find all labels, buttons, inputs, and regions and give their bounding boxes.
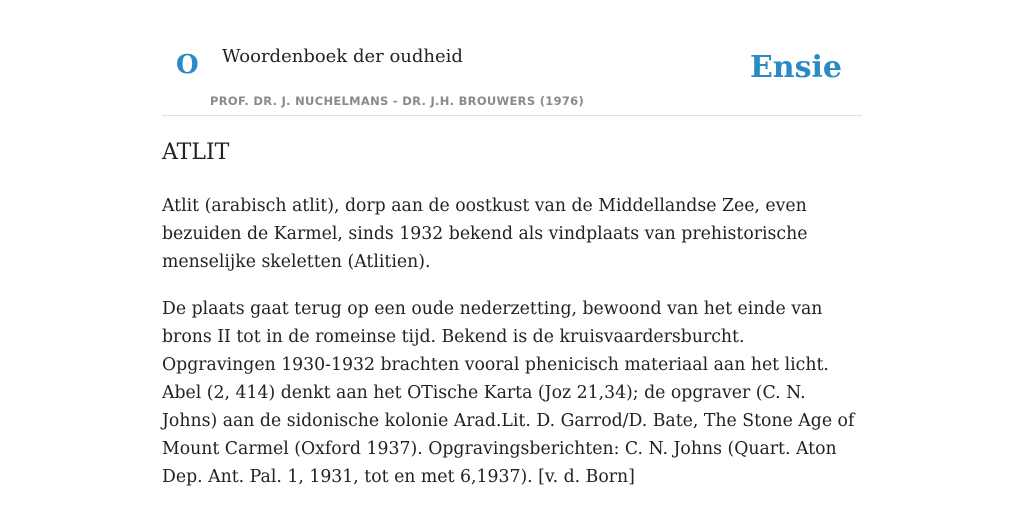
letter-index-link[interactable]: O [176,50,199,80]
header [162,0,862,116]
entry-paragraph: De plaats gaat terug op een oude nederzetting, bewoond van het einde van brons II tot in de romeinse tijd. Bekend is de kruisvaardersburcht. Opgravingen 1930-1932 brachten vooral phenicisch materiaal aan het licht. Abel (2, 414) denkt aan het OTische Karta (Joz 21,34); de opgraver (C. N. Johns) aan de sidonische kolonie Arad.Lit. D. Garrod/D. Bate, The Stone Age of Mount Carmel (Oxford 1937). Opgravingsberichten: C. N. Johns (Quart. Aton Dep. Ant. Pal. 1, 1931, tot en met 6,1937). [v. d. Born] [162,299,855,487]
entry-title: ATLIT [162,140,230,165]
brand-logo-link[interactable]: Ensie [749,50,842,85]
book-title-link[interactable]: Woordenboek der oudheid [222,46,463,67]
book-authors: PROF. DR. J. NUCHELMANS - DR. J.H. BROUWERS (1976) [210,94,585,108]
page [162,0,862,487]
entry-paragraph: Atlit (arabisch atlit), dorp aan de oostkust van de Middellandse Zee, even bezuiden de Karmel, sinds 1932 bekend als vindplaats van prehistorische menselijke skeletten (Atlitien). [162,196,808,272]
